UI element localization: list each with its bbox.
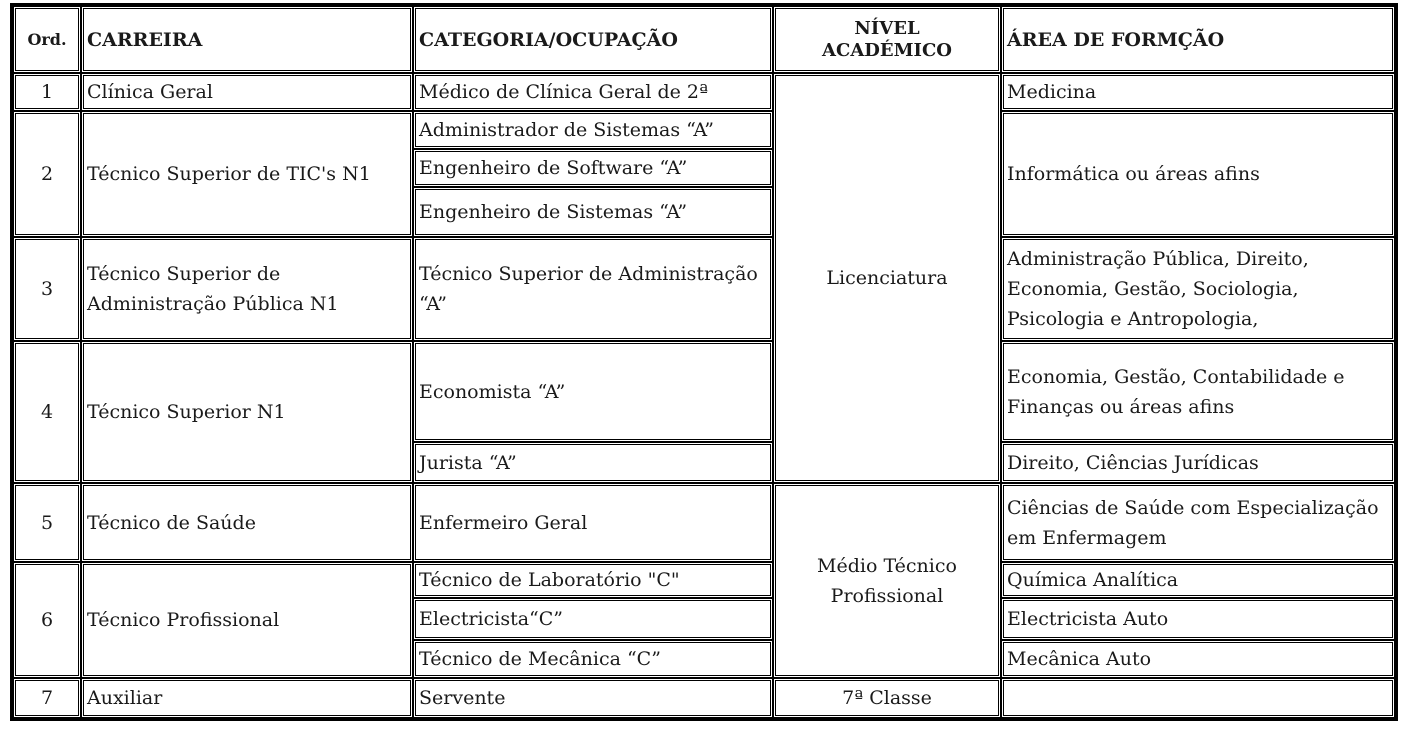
table-row bbox=[13, 678, 1395, 718]
carreira-cell: Auxiliar bbox=[81, 678, 413, 718]
categoria-cell: Administrador de Sistemas “A” bbox=[413, 111, 773, 149]
categoria-cell: Técnico de Mecânica “C” bbox=[413, 640, 773, 678]
ord-cell: 5 bbox=[13, 483, 81, 562]
table-row bbox=[13, 341, 1395, 442]
categoria-cell: Jurista “A” bbox=[413, 442, 773, 483]
ord-cell: 4 bbox=[13, 341, 81, 483]
carreira-cell: Clínica Geral bbox=[81, 73, 413, 111]
nivel-cell-medio: Médio Técnico Profissional bbox=[773, 483, 1001, 678]
header-nivel-line1: NÍVEL bbox=[854, 17, 920, 39]
table-row bbox=[13, 73, 1395, 111]
categoria-cell: Economista “A” bbox=[413, 341, 773, 442]
carreira-cell: Técnico de Saúde bbox=[81, 483, 413, 562]
header-carreira: CARREIRA bbox=[81, 6, 413, 73]
categoria-cell: Técnico de Laboratório "C" bbox=[413, 562, 773, 598]
area-cell: Mecânica Auto bbox=[1001, 640, 1395, 678]
document-page bbox=[10, 3, 1398, 721]
nivel-cell-licenciatura: Licenciatura bbox=[773, 73, 1001, 483]
table-row bbox=[13, 483, 1395, 562]
ord-cell: 2 bbox=[13, 111, 81, 237]
area-cell: Química Analítica bbox=[1001, 562, 1395, 598]
carreira-cell: Técnico Superior de TIC's N1 bbox=[81, 111, 413, 237]
categoria-cell: Electricista“C” bbox=[413, 598, 773, 640]
categoria-cell: Técnico Superior de Administração “A” bbox=[413, 237, 773, 341]
carreira-cell: Técnico Profissional bbox=[81, 562, 413, 678]
table-row bbox=[13, 562, 1395, 598]
area-cell: Electricista Auto bbox=[1001, 598, 1395, 640]
categoria-cell: Engenheiro de Sistemas “A” bbox=[413, 187, 773, 237]
header-area: ÁREA DE FORMÇÃO bbox=[1001, 6, 1395, 73]
ord-cell: 7 bbox=[13, 678, 81, 718]
header-nivel bbox=[773, 6, 1001, 73]
header-nivel-line2: ACADÉMICO bbox=[822, 39, 952, 61]
table-row bbox=[13, 111, 1395, 149]
careers-table bbox=[10, 3, 1398, 721]
categoria-cell: Engenheiro de Software “A” bbox=[413, 149, 773, 187]
area-cell: Ciências de Saúde com Especialização em Enfermagem bbox=[1001, 483, 1395, 562]
carreira-cell: Técnico Superior N1 bbox=[81, 341, 413, 483]
table-row bbox=[13, 237, 1395, 341]
area-cell bbox=[1001, 678, 1395, 718]
header-categoria: CATEGORIA/OCUPAÇÃO bbox=[413, 6, 773, 73]
header-ord: Ord. bbox=[13, 6, 81, 73]
nivel-cell-classe: 7ª Classe bbox=[773, 678, 1001, 718]
ord-cell: 6 bbox=[13, 562, 81, 678]
area-cell: Economia, Gestão, Contabilidade e Finanças ou áreas afins bbox=[1001, 341, 1395, 442]
header-row bbox=[13, 6, 1395, 73]
area-cell: Informática ou áreas afins bbox=[1001, 111, 1395, 237]
categoria-cell: Servente bbox=[413, 678, 773, 718]
carreira-cell: Técnico Superior de Administração Pública N1 bbox=[81, 237, 413, 341]
ord-cell: 3 bbox=[13, 237, 81, 341]
categoria-cell: Médico de Clínica Geral de 2ª bbox=[413, 73, 773, 111]
area-cell: Administração Pública, Direito, Economia, Gestão, Sociologia, Psicologia e Antropologia, bbox=[1001, 237, 1395, 341]
area-cell: Medicina bbox=[1001, 73, 1395, 111]
area-cell: Direito, Ciências Jurídicas bbox=[1001, 442, 1395, 483]
categoria-cell: Enfermeiro Geral bbox=[413, 483, 773, 562]
ord-cell: 1 bbox=[13, 73, 81, 111]
